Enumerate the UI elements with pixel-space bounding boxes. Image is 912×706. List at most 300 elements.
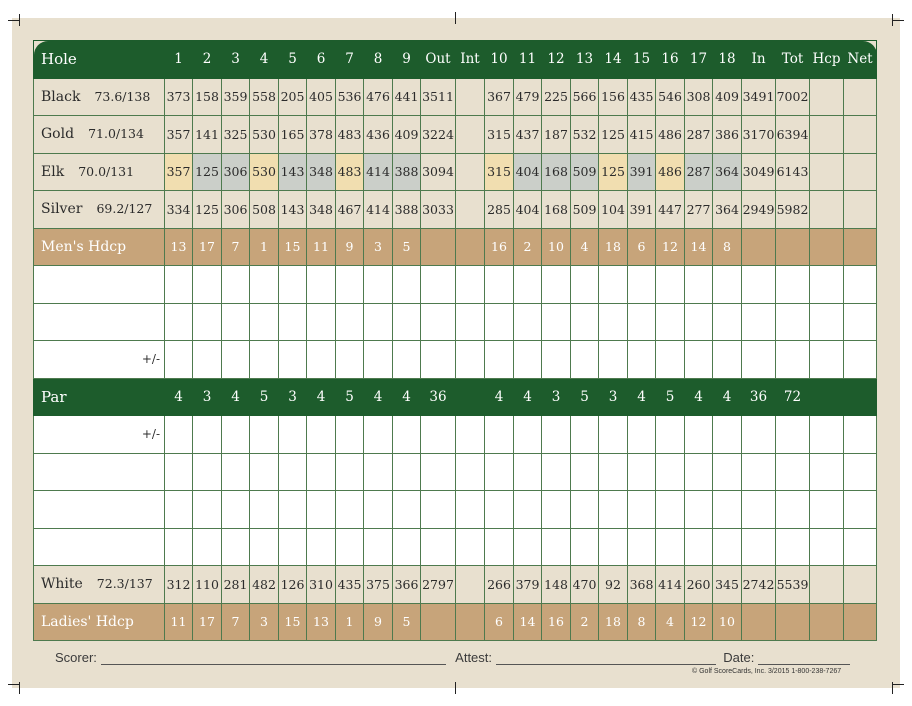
attest-label: Attest: bbox=[455, 650, 493, 665]
score-cell[interactable] bbox=[165, 453, 193, 491]
in-total: 3491 bbox=[742, 78, 776, 116]
score-cell[interactable] bbox=[628, 416, 656, 454]
score-cell[interactable] bbox=[776, 491, 810, 529]
score-cell[interactable] bbox=[336, 453, 364, 491]
yardage-cell: 168 bbox=[542, 191, 571, 229]
hole-number: 9 bbox=[393, 41, 421, 79]
score-cell[interactable] bbox=[810, 528, 844, 566]
score-cell[interactable] bbox=[742, 341, 776, 379]
score-cell[interactable] bbox=[165, 528, 193, 566]
score-cell[interactable] bbox=[844, 453, 877, 491]
score-cell[interactable] bbox=[599, 303, 628, 341]
score-cell[interactable] bbox=[599, 266, 628, 304]
net-cell bbox=[844, 116, 877, 154]
score-cell[interactable] bbox=[165, 341, 193, 379]
score-cell[interactable] bbox=[514, 303, 542, 341]
par-cell: 3 bbox=[599, 378, 628, 416]
score-cell[interactable] bbox=[279, 528, 307, 566]
score-cell[interactable] bbox=[421, 266, 456, 304]
yardage-cell: 310 bbox=[307, 566, 336, 604]
yardage-cell: 141 bbox=[193, 116, 222, 154]
score-cell[interactable] bbox=[713, 528, 742, 566]
score-cell[interactable] bbox=[307, 453, 336, 491]
par-in: 36 bbox=[742, 378, 776, 416]
score-cell[interactable] bbox=[776, 453, 810, 491]
int-cell bbox=[456, 153, 485, 191]
score-cell[interactable] bbox=[514, 453, 542, 491]
score-cell[interactable] bbox=[393, 266, 421, 304]
score-cell[interactable] bbox=[485, 303, 514, 341]
score-cell[interactable] bbox=[250, 341, 279, 379]
player-name-cell[interactable] bbox=[34, 491, 165, 529]
yardage-cell: 388 bbox=[393, 153, 421, 191]
hdcp-label: Ladies' Hdcp bbox=[34, 603, 165, 641]
score-cell[interactable] bbox=[393, 341, 421, 379]
score-cell[interactable] bbox=[250, 266, 279, 304]
score-cell[interactable] bbox=[571, 266, 599, 304]
score-cell[interactable] bbox=[336, 528, 364, 566]
hole-number: 8 bbox=[364, 41, 393, 79]
score-cell[interactable] bbox=[685, 303, 713, 341]
yardage-cell: 415 bbox=[628, 116, 656, 154]
score-cell[interactable] bbox=[628, 266, 656, 304]
score-cell[interactable] bbox=[628, 491, 656, 529]
yardage-cell: 391 bbox=[628, 191, 656, 229]
score-cell[interactable] bbox=[742, 266, 776, 304]
score-cell[interactable] bbox=[844, 266, 877, 304]
score-cell[interactable] bbox=[456, 491, 485, 529]
copyright: © Golf ScoreCards, Inc. 3/2015 1-800-238-7267 bbox=[692, 668, 842, 675]
hole-number: 5 bbox=[279, 41, 307, 79]
int-cell bbox=[456, 378, 485, 416]
yardage-cell: 558 bbox=[250, 78, 279, 116]
yardage-cell: 148 bbox=[542, 566, 571, 604]
yardage-cell: 391 bbox=[628, 153, 656, 191]
out-total: 3094 bbox=[421, 153, 456, 191]
yardage-cell: 345 bbox=[713, 566, 742, 604]
score-cell[interactable] bbox=[250, 303, 279, 341]
score-cell[interactable] bbox=[165, 303, 193, 341]
score-cell[interactable] bbox=[307, 303, 336, 341]
score-cell[interactable] bbox=[250, 528, 279, 566]
score-cell[interactable] bbox=[222, 528, 250, 566]
score-cell[interactable] bbox=[656, 453, 685, 491]
par-cell: 4 bbox=[485, 378, 514, 416]
hdcp-cell: 16 bbox=[485, 228, 514, 266]
score-cell[interactable] bbox=[393, 491, 421, 529]
score-cell[interactable] bbox=[456, 266, 485, 304]
score-cell[interactable] bbox=[421, 453, 456, 491]
yardage-cell: 530 bbox=[250, 153, 279, 191]
score-cell[interactable] bbox=[514, 491, 542, 529]
tee-name: Black bbox=[41, 88, 81, 105]
net-cell bbox=[844, 191, 877, 229]
score-cell[interactable] bbox=[599, 453, 628, 491]
yardage-cell: 334 bbox=[165, 191, 193, 229]
player-score-row bbox=[34, 528, 877, 566]
yardage-cell: 536 bbox=[336, 78, 364, 116]
yardage-cell: 125 bbox=[193, 153, 222, 191]
hdcp-cell: 18 bbox=[599, 603, 628, 641]
score-cell[interactable] bbox=[222, 266, 250, 304]
score-cell[interactable] bbox=[393, 416, 421, 454]
score-cell[interactable] bbox=[393, 303, 421, 341]
score-cell[interactable] bbox=[222, 491, 250, 529]
score-cell[interactable] bbox=[456, 341, 485, 379]
score-cell[interactable] bbox=[810, 341, 844, 379]
tot-total: 5982 bbox=[776, 191, 810, 229]
attest-field[interactable] bbox=[496, 654, 716, 665]
player-name-cell[interactable]: +/- bbox=[34, 341, 165, 379]
score-cell[interactable] bbox=[485, 491, 514, 529]
score-cell[interactable] bbox=[776, 303, 810, 341]
tee-name: Gold bbox=[41, 126, 75, 143]
score-cell[interactable] bbox=[742, 453, 776, 491]
yardage-cell: 143 bbox=[279, 191, 307, 229]
score-cell[interactable] bbox=[571, 341, 599, 379]
par-cell: 3 bbox=[193, 378, 222, 416]
score-cell[interactable] bbox=[810, 453, 844, 491]
score-cell[interactable] bbox=[364, 303, 393, 341]
hdcp-cell: 12 bbox=[656, 228, 685, 266]
yardage-cell: 364 bbox=[713, 191, 742, 229]
score-cell[interactable] bbox=[628, 303, 656, 341]
score-cell[interactable] bbox=[279, 341, 307, 379]
hdcp-cell: 17 bbox=[193, 228, 222, 266]
score-cell[interactable] bbox=[844, 303, 877, 341]
score-cell[interactable] bbox=[336, 341, 364, 379]
score-cell[interactable] bbox=[810, 491, 844, 529]
yardage-cell: 409 bbox=[713, 78, 742, 116]
player-score-row bbox=[34, 341, 877, 379]
hole-number: 1 bbox=[165, 41, 193, 79]
yardage-cell: 414 bbox=[656, 566, 685, 604]
score-cell[interactable] bbox=[514, 341, 542, 379]
score-cell[interactable] bbox=[193, 528, 222, 566]
score-cell[interactable] bbox=[713, 341, 742, 379]
yardage-cell: 373 bbox=[165, 78, 193, 116]
score-cell[interactable] bbox=[685, 341, 713, 379]
yardage-cell: 486 bbox=[656, 153, 685, 191]
score-cell[interactable] bbox=[165, 266, 193, 304]
score-cell[interactable] bbox=[685, 491, 713, 529]
score-cell[interactable] bbox=[599, 341, 628, 379]
score-cell[interactable] bbox=[393, 528, 421, 566]
score-cell[interactable] bbox=[193, 341, 222, 379]
score-cell[interactable] bbox=[279, 303, 307, 341]
score-cell[interactable] bbox=[307, 416, 336, 454]
score-cell[interactable] bbox=[364, 528, 393, 566]
score-cell[interactable] bbox=[364, 491, 393, 529]
score-cell[interactable] bbox=[421, 416, 456, 454]
score-cell[interactable] bbox=[656, 266, 685, 304]
score-cell[interactable] bbox=[742, 528, 776, 566]
score-cell[interactable] bbox=[599, 491, 628, 529]
int-cell bbox=[456, 116, 485, 154]
yardage-cell: 348 bbox=[307, 153, 336, 191]
yardage-cell: 404 bbox=[514, 153, 542, 191]
score-cell[interactable] bbox=[193, 491, 222, 529]
hdcp-cell: 3 bbox=[364, 228, 393, 266]
hdcp-cell: 4 bbox=[656, 603, 685, 641]
score-cell[interactable] bbox=[542, 341, 571, 379]
yardage-cell: 435 bbox=[628, 78, 656, 116]
score-cell[interactable] bbox=[656, 416, 685, 454]
yardage-cell: 375 bbox=[364, 566, 393, 604]
yardage-cell: 359 bbox=[222, 78, 250, 116]
hcp-cell bbox=[810, 566, 844, 604]
score-cell[interactable] bbox=[456, 528, 485, 566]
score-cell[interactable] bbox=[542, 303, 571, 341]
score-cell[interactable] bbox=[656, 341, 685, 379]
player-name-cell[interactable] bbox=[34, 528, 165, 566]
yardage-cell: 277 bbox=[685, 191, 713, 229]
score-cell[interactable] bbox=[193, 453, 222, 491]
crop-mark bbox=[455, 682, 456, 694]
score-cell[interactable] bbox=[307, 266, 336, 304]
score-cell[interactable] bbox=[279, 266, 307, 304]
score-cell[interactable] bbox=[364, 416, 393, 454]
score-cell[interactable] bbox=[336, 266, 364, 304]
score-cell[interactable] bbox=[542, 491, 571, 529]
hdcp-cell: 9 bbox=[336, 228, 364, 266]
yardage-cell: 156 bbox=[599, 78, 628, 116]
score-cell[interactable] bbox=[165, 416, 193, 454]
yardage-cell: 287 bbox=[685, 116, 713, 154]
score-cell[interactable] bbox=[713, 453, 742, 491]
hdcp-cell: 13 bbox=[307, 603, 336, 641]
yardage-cell: 357 bbox=[165, 116, 193, 154]
score-cell[interactable] bbox=[685, 453, 713, 491]
score-cell[interactable] bbox=[456, 303, 485, 341]
score-cell[interactable] bbox=[514, 528, 542, 566]
tee-label bbox=[34, 153, 165, 191]
score-cell[interactable] bbox=[364, 266, 393, 304]
score-cell[interactable] bbox=[656, 491, 685, 529]
score-cell[interactable] bbox=[628, 341, 656, 379]
player-name-cell[interactable] bbox=[34, 453, 165, 491]
score-cell[interactable] bbox=[685, 266, 713, 304]
score-cell[interactable] bbox=[685, 528, 713, 566]
par-cell: 3 bbox=[279, 378, 307, 416]
score-cell[interactable] bbox=[279, 453, 307, 491]
int-header: Int bbox=[456, 41, 485, 79]
score-cell[interactable] bbox=[776, 266, 810, 304]
score-cell[interactable] bbox=[364, 341, 393, 379]
tot-total: 5539 bbox=[776, 566, 810, 604]
score-cell[interactable] bbox=[307, 341, 336, 379]
score-cell[interactable] bbox=[393, 453, 421, 491]
par-cell: 5 bbox=[250, 378, 279, 416]
yardage-cell: 470 bbox=[571, 566, 599, 604]
score-cell[interactable] bbox=[628, 528, 656, 566]
hole-number: 6 bbox=[307, 41, 336, 79]
score-cell[interactable] bbox=[307, 528, 336, 566]
tee-label bbox=[34, 191, 165, 229]
score-cell[interactable] bbox=[222, 341, 250, 379]
yardage-cell: 476 bbox=[364, 78, 393, 116]
score-cell[interactable] bbox=[713, 491, 742, 529]
score-cell[interactable] bbox=[742, 491, 776, 529]
score-cell[interactable] bbox=[250, 416, 279, 454]
score-cell[interactable] bbox=[336, 303, 364, 341]
crop-mark bbox=[892, 682, 893, 694]
score-cell[interactable] bbox=[571, 416, 599, 454]
score-cell[interactable] bbox=[336, 491, 364, 529]
score-cell[interactable] bbox=[485, 528, 514, 566]
player-name-cell[interactable] bbox=[34, 303, 165, 341]
yardage-cell: 482 bbox=[250, 566, 279, 604]
yardage-cell: 483 bbox=[336, 116, 364, 154]
yardage-cell: 315 bbox=[485, 116, 514, 154]
yardage-cell: 315 bbox=[485, 153, 514, 191]
hole-number: 18 bbox=[713, 41, 742, 79]
score-cell[interactable] bbox=[599, 416, 628, 454]
score-cell bbox=[810, 228, 844, 266]
score-cell[interactable] bbox=[810, 266, 844, 304]
yardage-cell: 447 bbox=[656, 191, 685, 229]
yardage-cell: 281 bbox=[222, 566, 250, 604]
yardage-cell: 479 bbox=[514, 78, 542, 116]
hdcp-cell: 5 bbox=[393, 228, 421, 266]
par-cell: 4 bbox=[628, 378, 656, 416]
tee-rating: 70.0/131 bbox=[78, 163, 135, 179]
score-cell[interactable] bbox=[222, 453, 250, 491]
yardage-cell: 409 bbox=[393, 116, 421, 154]
score-cell[interactable] bbox=[279, 416, 307, 454]
hcp-cell bbox=[810, 378, 844, 416]
player-name-cell[interactable]: +/- bbox=[34, 416, 165, 454]
tee-name: Silver bbox=[41, 201, 83, 218]
score-cell[interactable] bbox=[810, 416, 844, 454]
score-cell[interactable] bbox=[421, 528, 456, 566]
score-cell[interactable] bbox=[456, 453, 485, 491]
score-cell[interactable] bbox=[571, 303, 599, 341]
crop-mark bbox=[892, 14, 893, 26]
score-cell[interactable] bbox=[542, 266, 571, 304]
score-cell[interactable] bbox=[713, 266, 742, 304]
score-cell[interactable] bbox=[250, 453, 279, 491]
score-cell[interactable] bbox=[844, 491, 877, 529]
score-cell[interactable] bbox=[193, 303, 222, 341]
yardage-cell: 530 bbox=[250, 116, 279, 154]
par-row bbox=[34, 378, 877, 416]
score-cell[interactable] bbox=[742, 416, 776, 454]
yardage-cell: 532 bbox=[571, 116, 599, 154]
hdcp-cell: 5 bbox=[393, 603, 421, 641]
score-cell[interactable] bbox=[222, 416, 250, 454]
score-cell[interactable] bbox=[250, 491, 279, 529]
score-cell[interactable] bbox=[514, 416, 542, 454]
score-cell[interactable] bbox=[485, 453, 514, 491]
score-cell[interactable] bbox=[542, 453, 571, 491]
yardage-cell: 379 bbox=[514, 566, 542, 604]
yardage-cell: 414 bbox=[364, 153, 393, 191]
score-cell[interactable] bbox=[336, 416, 364, 454]
par-label: Par bbox=[34, 378, 165, 416]
score-cell[interactable] bbox=[485, 266, 514, 304]
hcp-cell bbox=[810, 153, 844, 191]
score-cell[interactable] bbox=[279, 491, 307, 529]
score-cell[interactable] bbox=[542, 528, 571, 566]
player-score-row bbox=[34, 266, 877, 304]
score-cell bbox=[776, 603, 810, 641]
yardage-cell: 386 bbox=[713, 116, 742, 154]
hdcp-cell: 2 bbox=[571, 603, 599, 641]
score-cell[interactable] bbox=[571, 528, 599, 566]
in-total: 3170 bbox=[742, 116, 776, 154]
yardage-cell: 364 bbox=[713, 153, 742, 191]
player-score-row bbox=[34, 491, 877, 529]
yardage-cell: 508 bbox=[250, 191, 279, 229]
scorer-field[interactable] bbox=[101, 654, 446, 665]
yardage-cell: 143 bbox=[279, 153, 307, 191]
out-header: Out bbox=[421, 41, 456, 79]
tot-header: Tot bbox=[776, 41, 810, 79]
yardage-cell: 125 bbox=[599, 153, 628, 191]
score-cell[interactable] bbox=[193, 266, 222, 304]
scorecard-table bbox=[33, 40, 877, 641]
score-cell[interactable] bbox=[421, 341, 456, 379]
score-cell[interactable] bbox=[364, 453, 393, 491]
score-cell[interactable] bbox=[193, 416, 222, 454]
score-cell bbox=[776, 228, 810, 266]
score-cell[interactable] bbox=[776, 341, 810, 379]
score-cell[interactable] bbox=[165, 491, 193, 529]
score-cell[interactable] bbox=[844, 528, 877, 566]
score-cell[interactable] bbox=[713, 303, 742, 341]
hdcp-cell: 11 bbox=[307, 228, 336, 266]
score-cell[interactable] bbox=[844, 341, 877, 379]
score-cell[interactable] bbox=[776, 528, 810, 566]
score-cell[interactable] bbox=[844, 416, 877, 454]
score-cell[interactable] bbox=[656, 528, 685, 566]
score-cell[interactable] bbox=[656, 303, 685, 341]
yardage-cell: 509 bbox=[571, 191, 599, 229]
player-name-cell[interactable] bbox=[34, 266, 165, 304]
score-cell[interactable] bbox=[485, 341, 514, 379]
out-total: 3511 bbox=[421, 78, 456, 116]
yardage-cell: 414 bbox=[364, 191, 393, 229]
score-cell[interactable] bbox=[485, 416, 514, 454]
int-cell bbox=[456, 603, 485, 641]
date-field[interactable] bbox=[758, 654, 850, 665]
score-cell[interactable] bbox=[571, 453, 599, 491]
score-cell[interactable] bbox=[421, 303, 456, 341]
score-cell[interactable] bbox=[571, 491, 599, 529]
hdcp-cell: 14 bbox=[685, 228, 713, 266]
score-cell[interactable] bbox=[514, 266, 542, 304]
score-cell bbox=[742, 228, 776, 266]
hdcp-label: Men's Hdcp bbox=[34, 228, 165, 266]
score-cell[interactable] bbox=[542, 416, 571, 454]
score-cell[interactable] bbox=[222, 303, 250, 341]
score-cell[interactable] bbox=[810, 303, 844, 341]
score-cell[interactable] bbox=[599, 528, 628, 566]
score-cell[interactable] bbox=[628, 453, 656, 491]
score-cell[interactable] bbox=[307, 491, 336, 529]
score-cell[interactable] bbox=[685, 416, 713, 454]
in-header: In bbox=[742, 41, 776, 79]
hole-number: 4 bbox=[250, 41, 279, 79]
tee-row-elk bbox=[34, 153, 877, 191]
score-cell[interactable] bbox=[776, 416, 810, 454]
score-cell[interactable] bbox=[742, 303, 776, 341]
score-cell[interactable] bbox=[421, 491, 456, 529]
int-cell bbox=[456, 228, 485, 266]
score-cell[interactable] bbox=[713, 416, 742, 454]
score-cell[interactable] bbox=[456, 416, 485, 454]
